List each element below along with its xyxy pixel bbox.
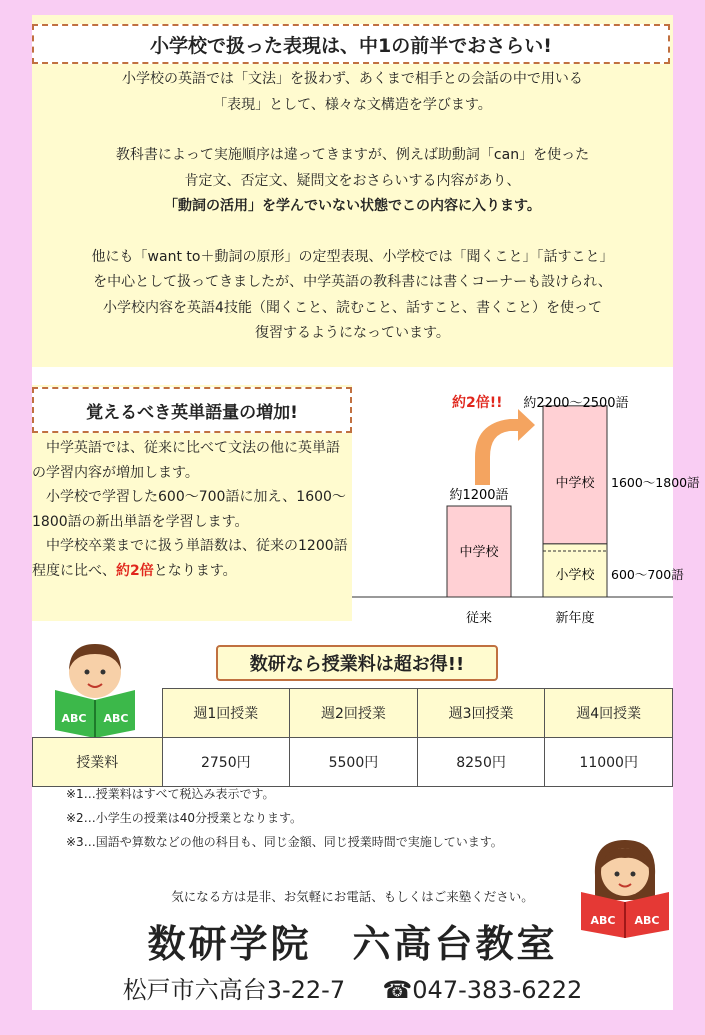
intro-title: 小学校で扱った表現は、中1の前半でおさらい! [32,24,670,64]
book-text: ABC [634,914,660,927]
contact-line [32,970,673,1005]
invite-text: 気になる方は是非、お気軽にお電話、もしくはご来塾ください。 [171,889,534,904]
category-label: 従来 [465,611,493,626]
segment-label: 中学校 [459,545,499,560]
intro-line: を中心として扱ってきましたが、中学英語の教科書には書くコーナーも設けられ、 [93,274,612,290]
segment-label: 中学校 [555,476,595,491]
address: 松戸市六高台3-22-7 [122,976,346,1004]
vocab-para: 小学校で学習した600〜700語に加え、1600〜1800語の新出単語を学習します。 [32,489,346,530]
phone-number[interactable]: 047-383-6222 [412,976,583,1004]
fee-header: 週3回授業 [417,689,545,738]
vocab-para: 中学英語では、従来に比べて文法の他に英単語の学習内容が増加します。 [32,440,340,481]
intro-line: 小学校の英語では「文法」を扱わず、あくまで相手との会話の中で用いる [122,71,583,87]
fee-header: 週1回授業 [162,689,290,738]
arrow-label: 約2倍!! [452,395,503,411]
fee-table [32,688,673,787]
intro-line: 復習するようになっています。 [255,325,450,341]
intro-line: 教科書によって実施順序は違ってきますが、例えば助動詞「can」を使った [115,147,590,163]
vocab-emphasis: 約2倍 [116,562,154,579]
fee-value: 5500円 [290,738,418,787]
intro-line: 小学校内容を英語4技能（聞くこと、読むこと、話すこと、書くこと）を使って [103,299,602,316]
increase-arrow-icon [475,409,535,485]
fee-value: 11000円 [545,738,673,787]
vocab-title: 覚えるべき英単語量の増加! [32,387,352,433]
intro-line: 他にも「want to＋動詞の原形」の定型表現、小学校では「聞くこと」「話すこと」 [91,248,614,265]
fee-header: 週2回授業 [290,689,418,738]
bar-top-label: 約2200〜2500語 [523,396,629,411]
fee-header: 週4回授業 [545,689,673,738]
side-label: 600〜700語 [611,567,684,582]
fee-banner: 数研なら授業料は超お得!! [216,645,498,681]
school-name: 数研学院 六高台教室 [147,922,558,966]
category-label: 新年度 [555,611,595,626]
fee-notes [66,782,503,854]
note: ※1…授業料はすべて税込み表示です。 [66,787,275,801]
intro-line: 肯定文、否定文、疑問文をおさらいする内容があり、 [184,172,521,189]
phone-icon: ☎ [382,976,413,1004]
fee-value: 2750円 [162,738,290,787]
note: ※2…小学生の授業は40分授業となります。 [66,811,303,825]
intro-line: 「表現」として、様々な文構造を学びます。 [213,96,492,113]
bar-new-jhs [543,406,607,544]
vocab-chart [352,385,700,645]
intro-line-emphasis: 「動詞の活用」を学んでいない状態でこの内容に入ります。 [164,198,541,214]
note: ※3…国語や算数などの他の科目も、同じ金額、同じ授業時間で実施しています。 [66,835,503,849]
bar-top-label: 約1200語 [449,488,509,503]
book-text: ABC [103,712,129,725]
fee-row [33,738,673,787]
intro-text [32,67,673,347]
fee-row-label: 授業料 [33,738,163,787]
vocab-para [32,534,352,583]
vocab-text [32,436,352,583]
vocab-text-part: となります。 [153,562,237,579]
vocab-chart-svg [352,385,700,645]
flyer-page [32,15,700,1010]
side-label: 1600〜1800語 [611,475,700,490]
segment-label: 小学校 [555,568,595,583]
book-text: ABC [590,914,616,927]
fee-value: 8250円 [417,738,545,787]
vocab-text-part: 中学校卒業までに扱う単語数は、従来の1200語程度に比べ、 [32,538,348,579]
fee-header-row [33,689,673,738]
book-text: ABC [61,712,87,725]
